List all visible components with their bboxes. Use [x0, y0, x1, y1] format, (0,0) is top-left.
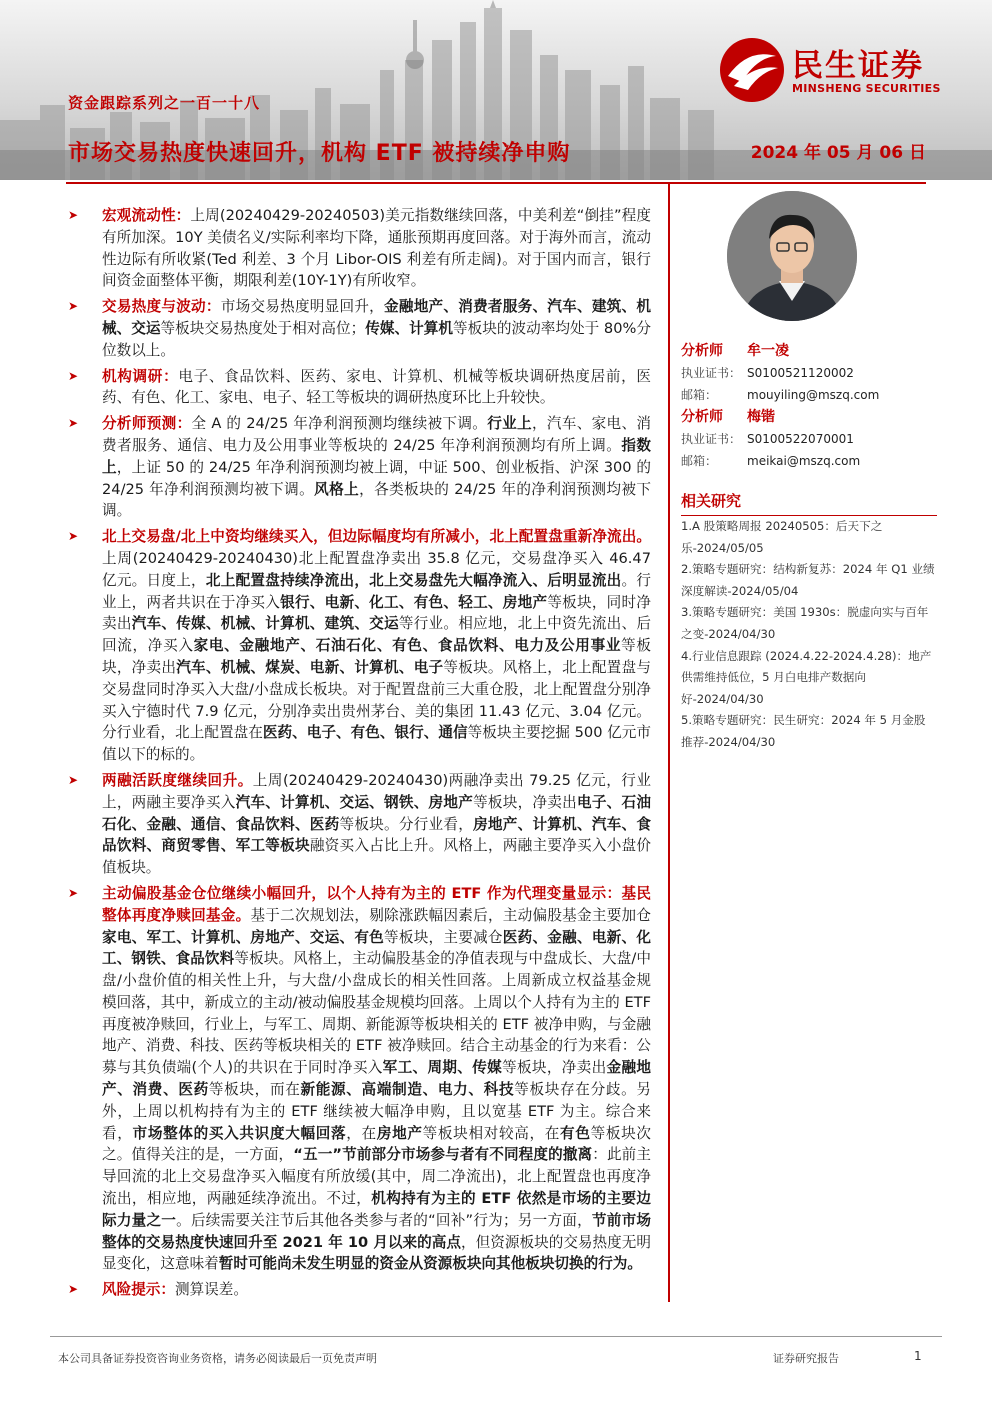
- section-heading: 北上交易盘/北上中资均继续买入，但边际幅度均有所减小，北上配置盘重新净流出。: [102, 528, 651, 546]
- body-text: 等行业。相应地，北上中资先流出、后回流，净买入: [102, 615, 651, 655]
- highlight-text: 汽车、计算机、交运、钢铁、房地产: [235, 793, 474, 811]
- minsheng-emblem-icon: [718, 36, 786, 104]
- summary-paragraph: [66, 1279, 651, 1301]
- footer-report-type: 证券研究报告: [773, 1352, 839, 1365]
- section-heading: 分析师预测：: [102, 415, 192, 433]
- body-text: 等板块主要挖掘 500 亿元市值以下的标的。: [102, 724, 651, 764]
- highlight-text: 新能源、高端制造、电力、科技: [300, 1081, 515, 1099]
- highlight-text: 房地产: [376, 1124, 423, 1142]
- related-research-title: 相关研究: [681, 490, 937, 516]
- analyst-role: 分析师: [681, 409, 723, 425]
- body-text: ，各类板块的 24/25 年的净利润预测均被下调。: [102, 480, 651, 520]
- summary-body: [66, 205, 651, 1305]
- summary-paragraph: [66, 413, 651, 522]
- highlight-text: 汽车、机械、煤炭、电新、计算机、电子: [176, 658, 444, 676]
- bullet-arrow-icon: ➤: [68, 416, 79, 431]
- body-text: 等板块，同时净卖出: [102, 593, 651, 633]
- body-text: 等板块，净卖出: [502, 1059, 607, 1077]
- highlight-text: 汽车、传媒、机械、计算机、建筑、交运: [131, 615, 399, 633]
- page-number: 1: [914, 1349, 922, 1363]
- body-text: 等板块的波动率均处于 80%分位数以上。: [102, 319, 651, 359]
- highlight-text: 暂时可能尚未发生明显的资金从资源板块向其他板块切换的行为。: [218, 1255, 642, 1273]
- body-text: 电子、食品饮料、医药、家电、计算机、机械等板块调研热度居前，医药、有色、化工、家电、电子、轻工等板块的调研热度环比上升较快。: [102, 367, 651, 407]
- body-text: ，在: [346, 1124, 377, 1142]
- summary-paragraph: [66, 770, 651, 879]
- highlight-text: 行业上: [487, 415, 532, 433]
- highlight-text: 北上配置盘持续净流出，北上交易盘先大幅净流入、后明显流出: [205, 571, 622, 589]
- section-heading: 主动偏股基金仓位继续小幅回升，以个人持有为主的 ETF 作为代理变量显示：基民整体再度净赎回基金。: [102, 884, 651, 924]
- footer-disclaimer: 本公司具备证券投资咨询业务资格，请务必阅读最后一页免责声明: [58, 1352, 377, 1365]
- body-text: 等板块，主要减仓: [384, 928, 503, 946]
- highlight-text: 机构持有为主的 ETF 依然是市场的主要边际力量之一: [102, 1190, 651, 1229]
- highlight-text: 电子、石油石化、金融、通信、食品饮料、医药: [102, 793, 651, 833]
- email-link[interactable]: mouyiling@mszq.com: [747, 388, 880, 402]
- analyst-photo: [727, 191, 857, 321]
- analyst-name: 梅锴: [747, 409, 775, 425]
- body-text: 等板块次之。值得关注的是，一方面，: [102, 1124, 651, 1164]
- analyst-email-row: [681, 384, 941, 406]
- cert-number: S0100522070001: [747, 432, 854, 446]
- section-heading: 两融活跃度继续回升。: [102, 771, 253, 789]
- highlight-text: 银行、电新、化工、有色、轻工、房地产: [280, 593, 548, 611]
- analyst-name-row: [681, 340, 941, 362]
- section-heading: 交易热度与波动：: [102, 298, 221, 316]
- email-link[interactable]: meikai@mszq.com: [747, 454, 861, 468]
- body-text: 等板块存在分歧。另外，上周以机构持有为主的 ETF 继续被大幅净申购，且以宽基 ETF 为主。综合来看，: [102, 1081, 651, 1142]
- section-heading: 宏观流动性：: [102, 207, 191, 224]
- report-series: 资金跟踪系列之一百一十八: [68, 94, 261, 112]
- highlight-text: 房地产、计算机、汽车、食品饮料、商贸零售、军工等板块: [102, 815, 651, 855]
- related-research-item[interactable]: 5.策略专题研究：民生研究：2024 年 5 月金股推荐-2024/04/30: [681, 713, 926, 749]
- related-research-item[interactable]: 2.策略专题研究：结构新复苏：2024 年 Q1 业绩深度解读-2024/05/04: [681, 562, 935, 598]
- body-text: 全 A 的 24/25 年净利润预测均继续被下调。: [191, 415, 488, 433]
- analyst-email-row: [681, 450, 941, 472]
- analyst-info: [681, 340, 941, 472]
- analyst-name-row: [681, 406, 941, 428]
- body-text: 基于二次规划法，剔除涨跌幅因素后，主动偏股基金主要加仓: [250, 906, 651, 924]
- report-date: 2024 年 05 月 06 日: [750, 143, 926, 163]
- summary-paragraph: [66, 366, 651, 410]
- cert-number: S0100521120002: [747, 366, 854, 380]
- cert-label: 执业证书：: [681, 366, 742, 380]
- analyst-name: 牟一凌: [747, 343, 789, 359]
- highlight-text: 家电、金融地产、石油石化、有色、食品饮料、电力及公用事业: [193, 637, 622, 655]
- body-text: 等板块交易热度处于相对高位；: [160, 319, 366, 337]
- highlight-text: 金融地产、消费者服务、汽车、建筑、机械、交运: [102, 298, 651, 337]
- body-text: 测算误差。: [174, 1281, 248, 1299]
- bullet-arrow-icon: ➤: [68, 368, 79, 383]
- body-text: 等板块相对较高，在: [422, 1124, 561, 1142]
- body-text: 等板块，净卖出: [102, 637, 651, 676]
- bullet-arrow-icon: ➤: [68, 529, 79, 544]
- body-text: 等板块。分行业看，: [339, 815, 474, 833]
- body-text: ，但资源板块的交易热度无明显变化，这意味着: [102, 1233, 651, 1273]
- related-research-list: [681, 516, 937, 754]
- bullet-arrow-icon: ➤: [68, 299, 79, 314]
- body-text: 等板块。风格上，北上配置盘与交易盘同时净买入大盘/小盘成长板块。对于配置盘前三大重仓股，北上配置盘分别净买入宁德时代 7.9 亿元，分别净卖出贵州茅台、美的集团 11.43 亿元、3.04 亿元。分行业看，北上配置盘在: [102, 658, 651, 742]
- highlight-text: 市场整体的买入共识度大幅回落: [132, 1124, 347, 1142]
- body-text: 。后续需要关注节后其他各类参与者的“回补”行为；另一方面，: [176, 1211, 592, 1229]
- bullet-arrow-icon: ➤: [68, 208, 79, 222]
- body-text: 等板块，而在: [208, 1081, 301, 1099]
- body-text: 。行业上，两者共识在于净买入: [102, 571, 651, 611]
- body-text: 上周(20240429-20240430)北上配置盘净卖出 35.8 亿元，交易盘净买入 46.47 亿元。日度上，: [102, 549, 651, 589]
- highlight-text: 传媒、计算机: [365, 319, 453, 337]
- body-text: ，上证 50 的 24/25 年净利润预测均被上调，中证 500、创业板指、沪深 300 的 24/25 年净利润预测均被下调。: [102, 458, 651, 498]
- bullet-arrow-icon: ➤: [68, 885, 79, 900]
- related-research-item[interactable]: 1.A 股策略周报 20240505：后天下之乐-2024/05/05: [681, 519, 883, 555]
- section-heading: 机构调研：: [102, 367, 179, 385]
- highlight-text: 医药、电子、有色、银行、通信: [262, 724, 468, 742]
- analyst-cert-row: [681, 428, 941, 450]
- highlight-text: 有色: [560, 1124, 591, 1142]
- body-text: 等板块，净卖出: [473, 793, 577, 811]
- column-divider: [668, 184, 670, 1302]
- email-label: 邮箱：: [681, 454, 718, 468]
- highlight-text: 军工、周期、传媒: [382, 1059, 503, 1077]
- body-text: ，汽车、家电、消费者服务、通信、电力及公用事业等板块的 24/25 年净利润预测均有所上调。: [102, 415, 651, 454]
- highlight-text: 节前市场整体的交易热度快速回升至 2021 年 10 月以来的高点: [102, 1211, 651, 1251]
- bullet-arrow-icon: ➤: [68, 772, 79, 787]
- body-text: 上周(20240429-20240430)两融净卖出 79.25 亿元，行业上，两融主要净买入: [102, 771, 651, 811]
- highlight-text: 金融地产、消费、医药: [102, 1059, 651, 1099]
- highlight-text: 医药、金融、电新、化工、钢铁、食品饮料: [102, 928, 651, 968]
- summary-paragraph: [66, 296, 651, 361]
- header-banner: [0, 0, 992, 180]
- body-text: 融资买入占比上升。风格上，两融主要净买入小盘价值板块。: [102, 837, 651, 877]
- related-research-item[interactable]: 3.策略专题研究：美国 1930s：脱虚向实与百年之变-2024/04/30: [681, 605, 929, 641]
- summary-paragraph: [66, 205, 651, 292]
- logo-name: 民生证券: [792, 48, 924, 84]
- header-rule: [66, 182, 926, 184]
- body-text: 等板块。风格上，主动偏股基金的净值表现与中盘成长、大盘/中盘/小盘价值的相关性上升，与大盘/小盘成长的相关性回落。上周新成立权益基金规模回落，其中，新成立的主动/被动偏股基金规模均回落。上周以个人持有为主的 ETF 再度被净赎回，行业上，与军工、周期、新能源等板块相关的 ETF 被净申购，与金融地产、消费、科技、医药等板块相关的 ETF 被净赎回。结合主动基金的行为来看：公募与其负债端(个人)的共识在于同时净买入: [102, 950, 651, 1077]
- footer-rule: [50, 1336, 942, 1337]
- related-research-item[interactable]: 4.行业信息跟踪 (2024.4.22-2024.4.28)：地产供需维持低位，5 月白电排产数据向好-2024/04/30: [681, 648, 932, 706]
- cert-label: 执业证书：: [681, 432, 742, 446]
- email-label: 邮箱：: [681, 388, 718, 402]
- analyst-cert-row: [681, 362, 941, 384]
- minsheng-logo: [718, 36, 968, 106]
- section-heading: 风险提示：: [102, 1281, 175, 1299]
- logo-english-name: MINSHENG SECURITIES: [792, 82, 941, 95]
- summary-paragraph: [66, 883, 651, 1275]
- report-title: 市场交易热度快速回升，机构 ETF 被持续净申购: [68, 141, 571, 166]
- body-text: 市场交易热度明显回升，: [220, 298, 385, 316]
- highlight-text: 风格上: [314, 480, 360, 498]
- body-text: 上周(20240429-20240503)美元指数继续回落，中美利差“倒挂”程度有所加深。10Y 美债名义/实际利率均下降，通胀预期再度回落。对于海外而言，流动性边际有所收紧(Ted 利差、3 个月 Libor-OIS 利差有所走阔)。对于国内而言，银行间资金面整体平衡，期限利差(10Y-1Y)有所收窄。: [102, 207, 651, 290]
- body-text: ：此前主导回流的北上交易盘净买入幅度有所放缓(其中，周二净流出)，北上配置盘也再度净流出，相应地，两融延续净流出。不过，: [102, 1146, 651, 1208]
- summary-paragraph: [66, 526, 651, 766]
- highlight-text: 指数上: [102, 436, 651, 476]
- highlight-text: 家电、军工、计算机、房地产、交运、有色: [102, 928, 385, 946]
- highlight-text: “五一”节前部分市场参与者有不同程度的撤离: [293, 1146, 593, 1164]
- bullet-arrow-icon: ➤: [68, 1282, 79, 1297]
- analyst-role: 分析师: [681, 343, 723, 359]
